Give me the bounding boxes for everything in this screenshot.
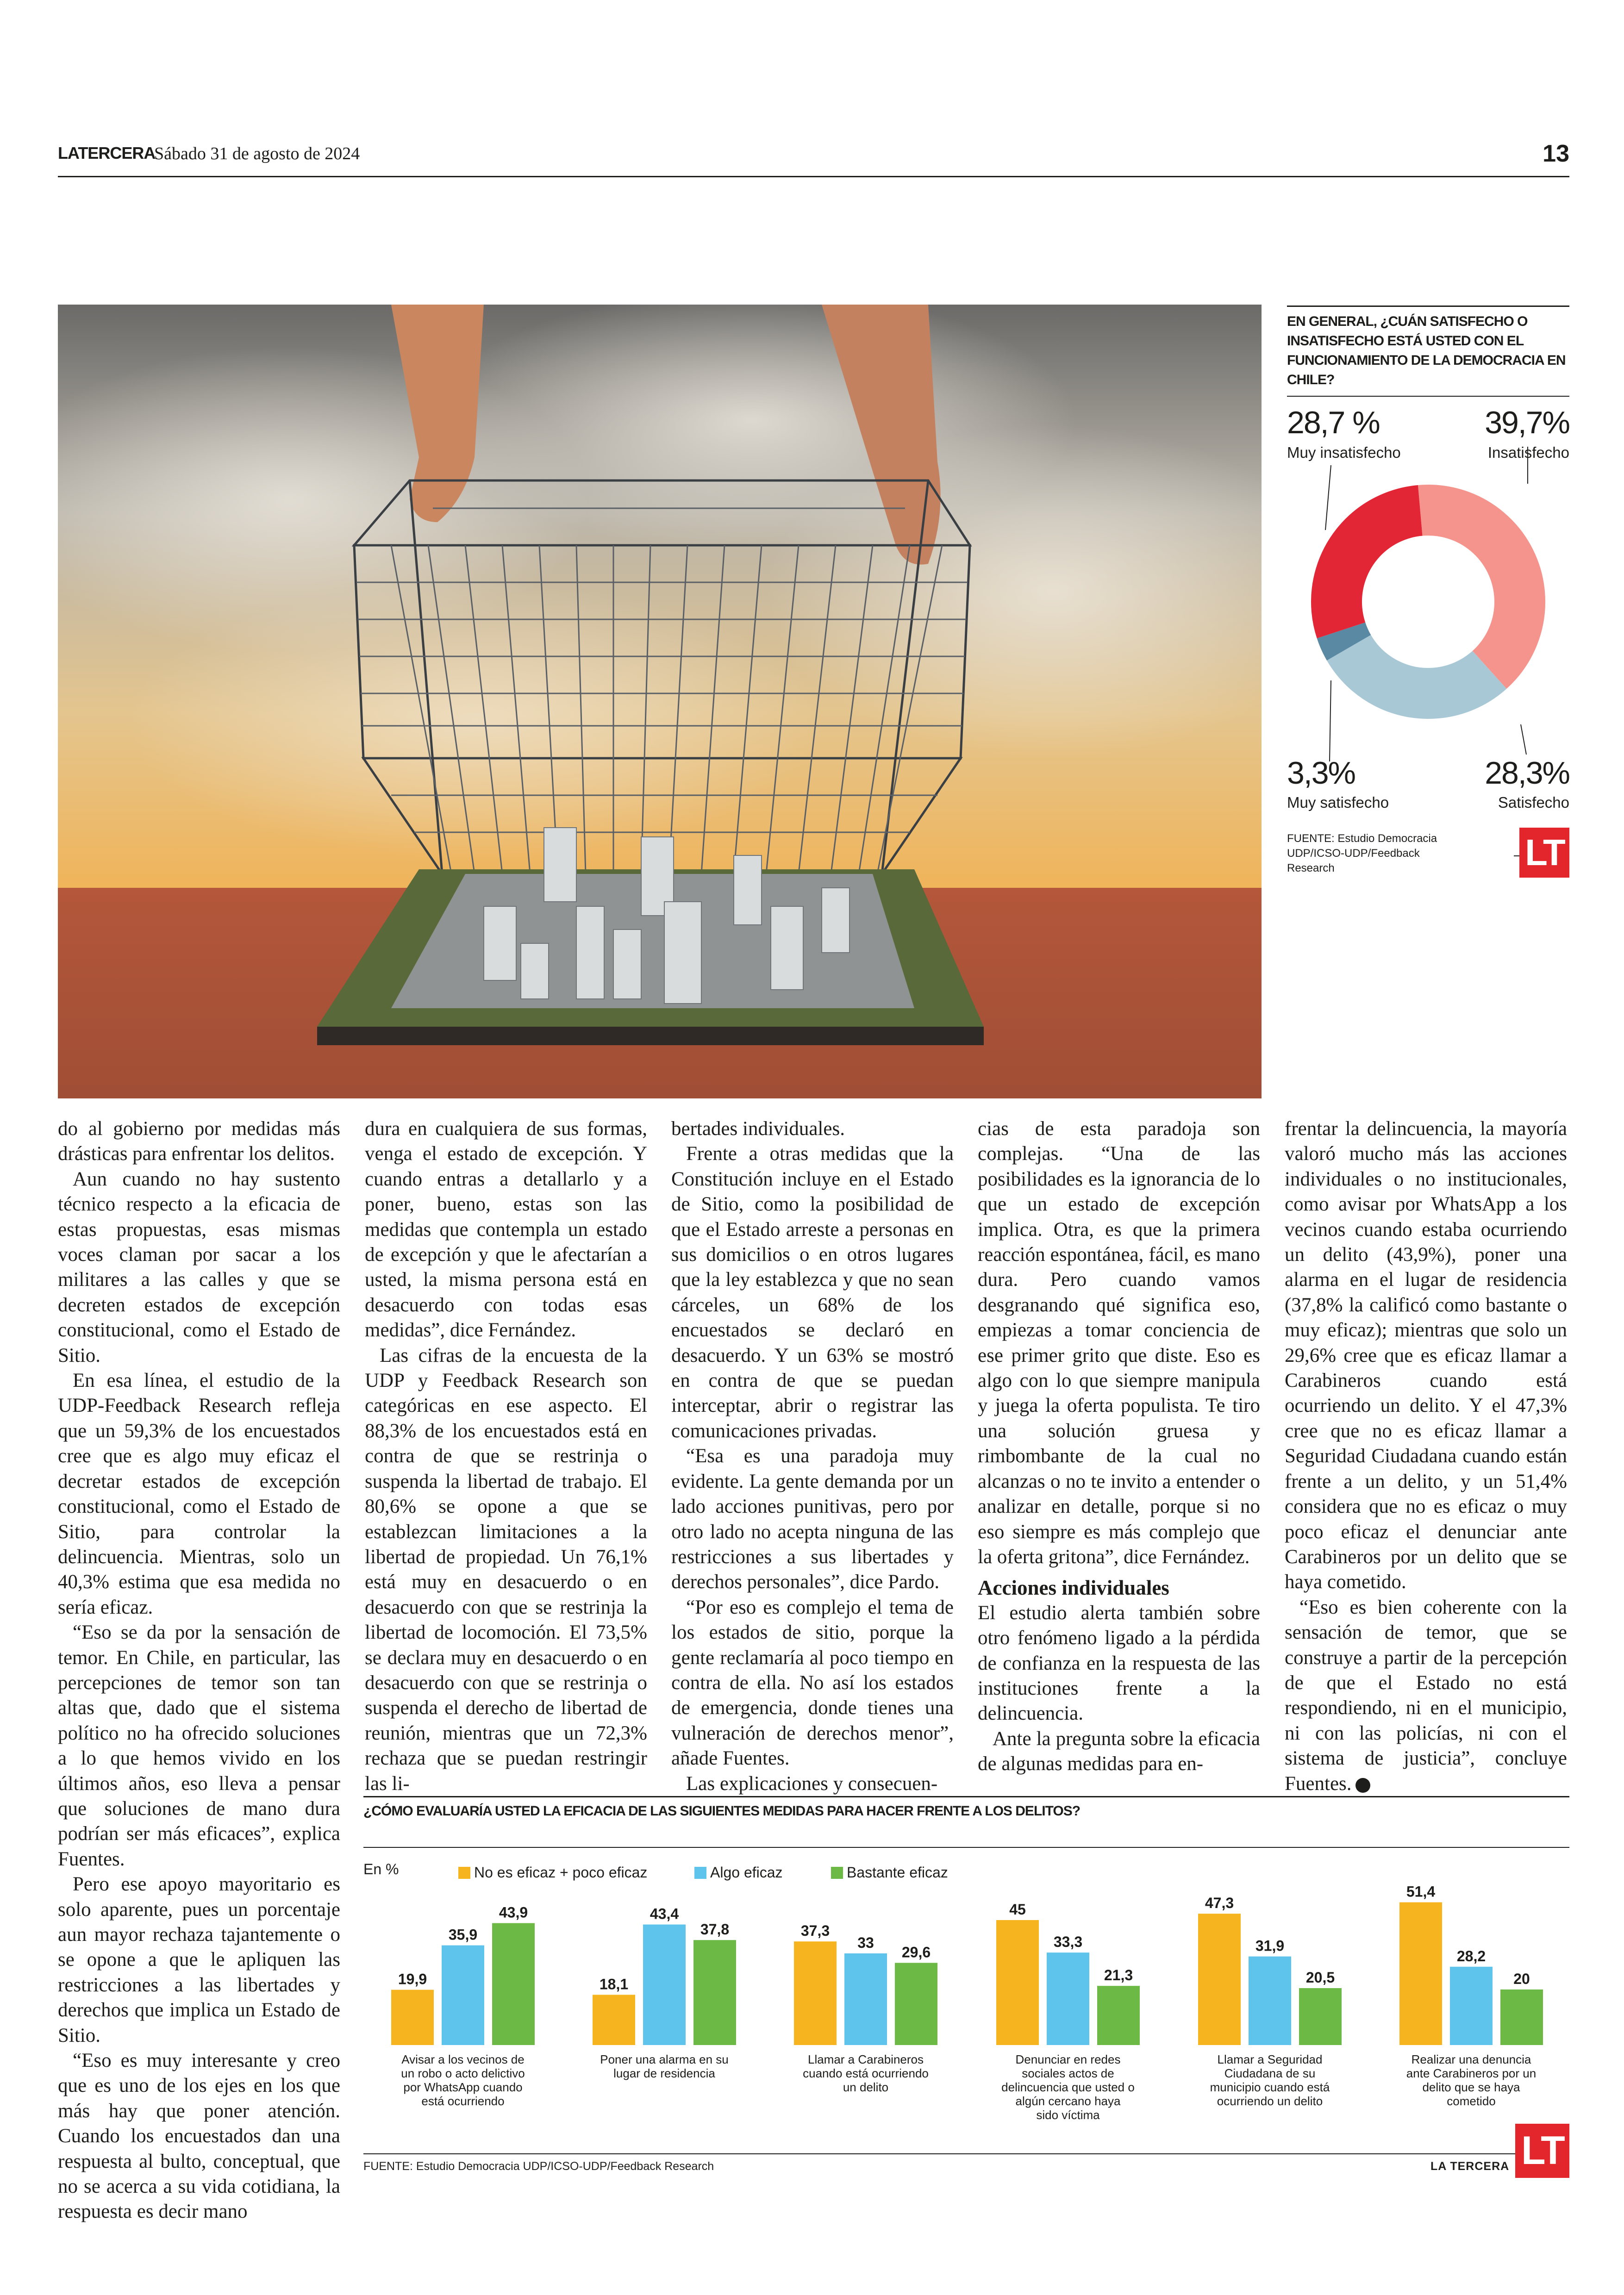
illustration-graphic (58, 305, 1262, 1098)
category-label: Realizar una denuncia (1411, 2052, 1531, 2066)
label-satisfecho: Satisfecho (1498, 794, 1569, 811)
bar (1198, 1914, 1241, 2045)
paragraph: cias de esta paradoja son complejas. “Una de las posibilidades es la ignorancia de lo que un estado de excepción implica. Otra, es que la primera reacción espontánea, fácil, es mano dura. Pero cuando vamos desgranando qué significa eso, empiezas a tomar conciencia de ese primer grito que diste. Eso es algo con lo que siempre manipula y juega la oferta populista. Te tiro una solución gruesa y rimbombante de la cual no alcanzas o no te invito a entender o analizar en detalle, porque si no eso siempre es más complejo que la oferta gritona”, dice Fernández. (978, 1118, 1260, 1568)
bar-value-label: 37,8 (700, 1921, 730, 1938)
cage-over-city-illustration (58, 305, 1262, 1098)
category-label: cuando está ocurriendo (803, 2066, 929, 2080)
chart-title: ¿CÓMO EVALUARÍA USTED LA EFICACIA DE LAS SIGUIENTES MEDIDAS PARA HACER FRENTE A LOS DELITOS? (363, 1803, 1081, 1819)
bar-value-label: 31,9 (1255, 1937, 1285, 1954)
lt-logo-chart: LT (1515, 2124, 1569, 2178)
category-label: Poner una alarma en su (600, 2052, 729, 2066)
article-column-5 (1285, 1116, 1567, 1796)
bar-plot (363, 1796, 1569, 2189)
bar-value-label: 29,6 (901, 1944, 931, 1961)
bar (844, 1953, 887, 2045)
bar-value-label: 21,3 (1104, 1967, 1133, 1984)
category-label: por WhatsApp cuando (403, 2080, 523, 2094)
paragraph: bertades individuales. (671, 1118, 845, 1140)
label-insatisfecho: Insatisfecho (1487, 444, 1569, 461)
satisfaction-donut-infographic (1287, 306, 1569, 884)
bar-value-label: 20,5 (1305, 1969, 1335, 1986)
bar-value-label: 18,1 (599, 1976, 629, 1993)
paragraph: Pero ese apoyo mayoritario es solo aparente, pues un porcentaje aun mayor rechaza tajantemente o se opone a que le apliquen las restricciones a las libertades y derechos que implica un Estado de Sitio. (58, 1873, 340, 2046)
paragraph: do al gobierno por medidas más drásticas para enfrentar los delitos. (58, 1118, 340, 1165)
issue-date: Sábado 31 de agosto de 2024 (154, 144, 360, 163)
category-label: Llamar a Carabineros (807, 2052, 924, 2066)
bar (1047, 1952, 1089, 2045)
article-column-1 (58, 1116, 340, 2225)
category-label: municipio cuando está (1210, 2080, 1330, 2094)
page-header (58, 140, 1569, 178)
category-label: lugar de residencia (613, 2066, 715, 2080)
label-muy-insatisfecho: Muy insatisfecho (1287, 444, 1401, 461)
article-column-4 (978, 1116, 1260, 1777)
category-label: ante Carabineros por un (1406, 2066, 1537, 2080)
end-mark-icon (1355, 1778, 1370, 1793)
paragraph: “Eso es bien coherente con la sensación de temor, que se construye a partir de la percepción de que el Estado no está respondiendo, ni en el municipio, ni con las policías, ni con el sistema de justicia”, concluye Fuentes. (1285, 1596, 1567, 1795)
paragraph: Las explicaciones y consecuen- (686, 1772, 938, 1795)
article-column-3 (671, 1116, 954, 1796)
paragraph: frentar la delincuencia, la mayoría valoró mucho más las acciones individuales o no institucionales, como avisar por WhatsApp a los vecinos cuando estaba ocurriendo un delito (43,9%), poner una alarma en el lugar de residencia (37,8% la calificó como bastante o muy eficaz); mientras que solo un 29,6% cree que es eficaz llamar a Carabineros cuando está ocurriendo un delito. Y el 47,3% cree que no es eficaz llamar a Seguridad Ciudadana cuando están frente a un delito, y un 51,4% considera que no es eficaz o muy poco eficaz el denunciar ante Carabineros por un delito que se haya cometido. (1285, 1118, 1567, 1593)
bar (996, 1920, 1039, 2045)
chart-source: FUENTE: Estudio Democracia UDP/ICSO-UDP/Feedback Research (363, 2160, 714, 2173)
bar (1249, 1957, 1291, 2045)
legend-label: Algo eficaz (710, 1864, 783, 1881)
category-label: Llamar a Seguridad (1217, 2052, 1323, 2066)
bar-value-label: 28,2 (1456, 1947, 1486, 1964)
paragraph: Aun cuando no hay sustento técnico respecto a la eficacia de estas propuestas, esas mismas voces claman por sacar a los militares a las calles y que se decreten estados de excepción constitucional, como el Estado de Sitio. (58, 1168, 340, 1366)
efficacy-bar-chart (363, 1796, 1569, 2189)
paragraph: “Eso es muy interesante y creo que es uno de los ejes en los que más hay que poner atención. Cuando los encuestados dan una respuesta al bulto, conceptual, que no se acerca a su vida cotidiana, la respuesta es decir mano (58, 2050, 340, 2223)
paragraph: “Por eso es complejo el tema de los estados de sitio, porque la gente reclamaría al poco tiempo en contra de ella. No así los estados de emergencia, donde tienes una vulneración de derechos menor”, añade Fuentes. (671, 1596, 954, 1770)
bar (492, 1923, 535, 2045)
page-number: 13 (1543, 140, 1569, 167)
bar-value-label: 51,4 (1406, 1883, 1436, 1900)
bar-value-label: 19,9 (398, 1971, 427, 1988)
pct-muy-insatisfecho: 28,7 % (1287, 405, 1380, 440)
legend-label: Bastante eficaz (847, 1864, 948, 1881)
bar (895, 1963, 937, 2045)
bar-value-label: 37,3 (800, 1922, 830, 1940)
article-column-2 (365, 1116, 647, 1796)
category-label: sociales actos de (1022, 2066, 1114, 2080)
bar-value-label: 43,4 (650, 1905, 679, 1922)
paragraph: En esa línea, el estudio de la UDP-Feedback Research refleja que un 59,3% de los encuestados cree que es algo muy eficaz el decretar estados de excepción constitucional, como el Estado de Sitio, para controlar la delincuencia. Mientras, solo un 40,3% estima que esa medida no sería eficaz. (58, 1370, 340, 1618)
lt-logo: LT (1519, 828, 1569, 878)
donut-source: FUENTE: Estudio Democracia UDP/ICSO-UDP/Feedback Research (1287, 832, 1437, 874)
category-label: Denunciar en redes (1015, 2052, 1121, 2066)
chart-bottom-rule (363, 2153, 1569, 2154)
bar (391, 1990, 434, 2045)
donut-segments (1329, 502, 1527, 701)
bar-value-label: 47,3 (1205, 1895, 1234, 1912)
bar (794, 1941, 837, 2045)
category-label: cometido (1447, 2094, 1496, 2108)
paragraph: “Eso se da por la sensación de temor. En Chile, en particular, las percepciones de temor son tan altas que, dado que el sistema político no ha ofrecido soluciones a lo que hemos vivido en los últimos años, eso lleva a pensar que soluciones de mano dura podrían ser más eficaces”, explica Fuentes. (58, 1621, 340, 1870)
label-muy-satisfecho: Muy satisfecho (1287, 794, 1389, 811)
bar-value-label: 33 (857, 1934, 874, 1951)
paragraph: Ante la pregunta sobre la eficacia de algunas medidas para en- (978, 1727, 1260, 1775)
legend-label: No es eficaz + poco eficaz (474, 1864, 648, 1881)
bar (693, 1940, 736, 2045)
category-label: un delito (843, 2080, 889, 2094)
pct-insatisfecho: 39,7% (1485, 405, 1569, 440)
bar-value-label: 33,3 (1053, 1933, 1083, 1951)
paragraph: dura en cualquiera de sus formas, venga el estado de excepción. Y cuando entras a detallarlo y a poner, bueno, estas son las medidas que contempla un estado de excepción y que le afectarían a usted, la misma persona está en desacuerdo con todas esas medidas”, dice Fernández. (365, 1118, 647, 1341)
category-label: está ocurriendo (421, 2094, 505, 2108)
brand-name: LATERCERA (58, 143, 156, 162)
header-rule (58, 176, 1569, 177)
bar (442, 1946, 484, 2045)
bar-value-label: 35,9 (448, 1926, 478, 1943)
paragraph: Frente a otras medidas que la Constitución incluye en el Estado de Sitio, como la posibilidad de que el Estado arreste a personas en sus domicilios o en otros lugares que la ley establezca y que no sean cárceles, un 68% de los encuestados se declaró en desacuerdo. Y un 63% se mostró en contra de que se puedan interceptar, abrir o registrar las comunicaciones privadas. (671, 1143, 954, 1442)
category-label: delincuencia que usted o (1001, 2080, 1135, 2094)
bar (1299, 1988, 1342, 2045)
bar (1500, 1989, 1543, 2045)
bar (1399, 1902, 1442, 2045)
bar (1450, 1967, 1493, 2045)
category-label: Ciudadana de su (1224, 2066, 1316, 2080)
category-label: Avisar a los vecinos de (401, 2052, 525, 2066)
category-label: un robo o acto delictivo (401, 2066, 525, 2080)
bar-value-label: 20 (1513, 1971, 1530, 1987)
category-label: ocurriendo un delito (1217, 2094, 1323, 2108)
chart-unit: En % (363, 1861, 399, 1877)
bar (643, 1925, 686, 2045)
paragraph: “Esa es una paradoja muy evidente. La gente demanda por un lado acciones punitivas, pero por otro lado no acepta ninguna de las restricciones a sus libertades y derechos personales”, dice Pardo. (671, 1445, 954, 1593)
bar-value-label: 45 (1009, 1901, 1026, 1918)
category-label: algún cercano haya (1015, 2094, 1121, 2108)
category-label: sido víctima (1036, 2108, 1100, 2122)
donut-question: EN GENERAL, ¿CUÁN SATISFECHO O INSATISFECHO ESTÁ USTED CON EL FUNCIONAMIENTO DE LA DEMOCRACIA EN CHILE? (1287, 314, 1566, 387)
section-heading: Acciones individuales (978, 1576, 1169, 1600)
pct-muy-satisfecho: 3,3% (1287, 755, 1355, 791)
category-label: delito que se haya (1422, 2080, 1520, 2094)
paragraph: Las cifras de la encuesta de la UDP y Feedback Research son categóricas en ese aspecto. El 88,3% de los encuestados está en contra de que se restrinja o suspenda la libertad de trabajo. El 80,6% se opone a que se establezcan limitaciones a la libertad de propiedad. Un 76,1% está muy en desacuerdo o en desacuerdo con que se restrinja la libertad de locomoción. El 73,5% se declara muy en desacuerdo o en desacuerdo con que se restrinja o suspenda el derecho de libertad de reunión, mientras que un 72,3% rechaza que se puedan restringir las li- (365, 1344, 647, 1795)
pct-satisfecho: 28,3% (1485, 755, 1569, 791)
chart-credit: LA TERCERA (1430, 2160, 1510, 2173)
bar (1097, 1986, 1140, 2045)
paragraph: El estudio alerta también sobre otro fenómeno ligado a la pérdida de confianza en la respuesta de las instituciones frente a la delincuencia. (978, 1602, 1260, 1725)
bar-value-label: 43,9 (499, 1904, 528, 1921)
bar (593, 1995, 635, 2045)
